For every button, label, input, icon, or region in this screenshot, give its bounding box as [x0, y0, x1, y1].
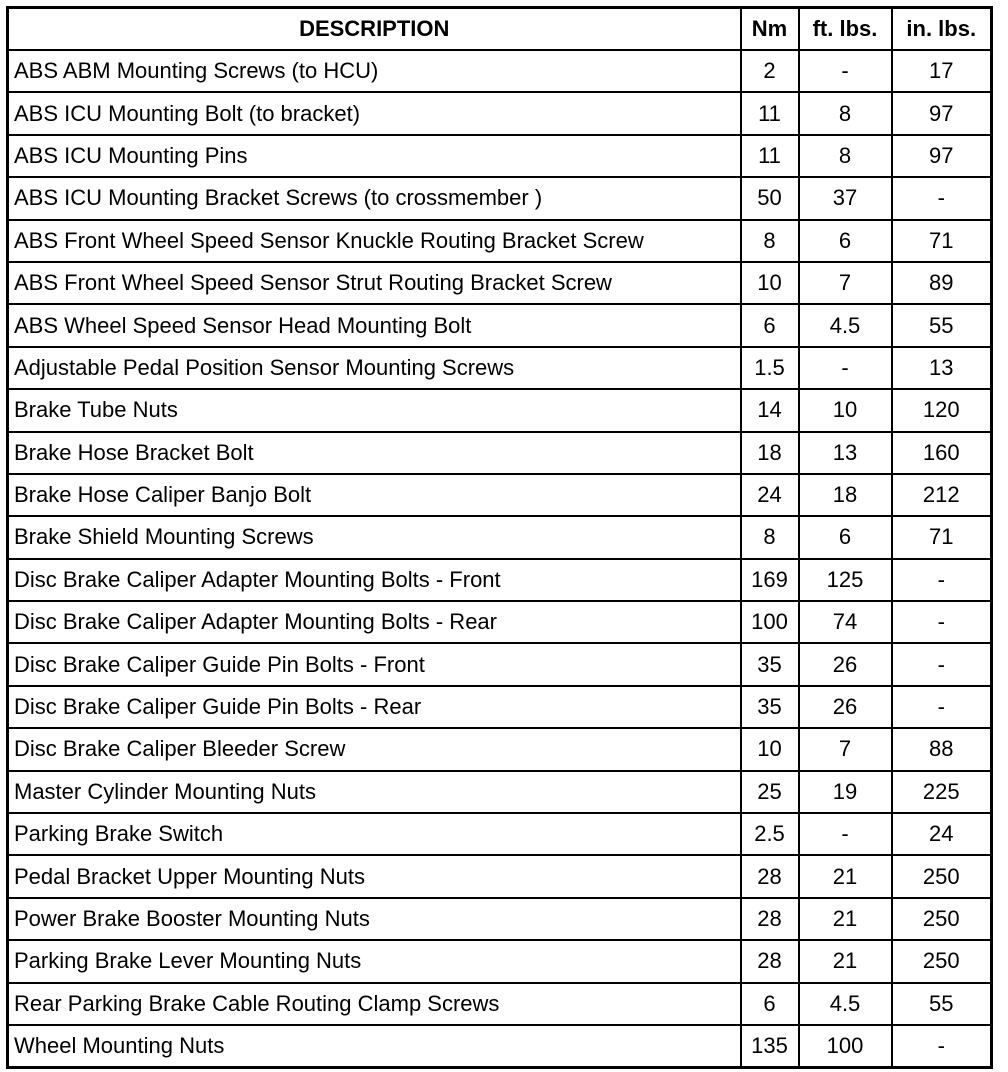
- cell-description: Master Cylinder Mounting Nuts: [8, 771, 741, 813]
- table-row: [8, 262, 992, 304]
- cell-nm: 169: [741, 559, 799, 601]
- table-row: [8, 50, 992, 92]
- cell-ft-lbs: 21: [799, 898, 892, 940]
- cell-description: Adjustable Pedal Position Sensor Mounting Screws: [8, 347, 741, 389]
- cell-ft-lbs: 125: [799, 559, 892, 601]
- cell-ft-lbs: 6: [799, 516, 892, 558]
- cell-description: Wheel Mounting Nuts: [8, 1025, 741, 1068]
- cell-description: ABS ICU Mounting Bolt (to bracket): [8, 92, 741, 134]
- cell-description: ABS Front Wheel Speed Sensor Knuckle Routing Bracket Screw: [8, 220, 741, 262]
- table-row: [8, 1025, 992, 1068]
- table-row: [8, 813, 992, 855]
- cell-in-lbs: -: [892, 601, 992, 643]
- table-row: [8, 771, 992, 813]
- cell-ft-lbs: 18: [799, 474, 892, 516]
- cell-nm: 6: [741, 304, 799, 346]
- cell-in-lbs: -: [892, 559, 992, 601]
- table-row: [8, 559, 992, 601]
- cell-description: Brake Tube Nuts: [8, 389, 741, 431]
- cell-nm: 25: [741, 771, 799, 813]
- table-row: [8, 686, 992, 728]
- cell-ft-lbs: 4.5: [799, 983, 892, 1025]
- table-row: [8, 728, 992, 770]
- cell-description: ABS Front Wheel Speed Sensor Strut Routing Bracket Screw: [8, 262, 741, 304]
- cell-ft-lbs: 26: [799, 686, 892, 728]
- cell-ft-lbs: 8: [799, 135, 892, 177]
- cell-description: Parking Brake Lever Mounting Nuts: [8, 940, 741, 982]
- cell-nm: 2: [741, 50, 799, 92]
- header-row: [8, 8, 992, 51]
- cell-ft-lbs: 13: [799, 432, 892, 474]
- table-row: [8, 474, 992, 516]
- cell-nm: 8: [741, 516, 799, 558]
- cell-in-lbs: -: [892, 1025, 992, 1068]
- cell-nm: 6: [741, 983, 799, 1025]
- cell-in-lbs: 89: [892, 262, 992, 304]
- table-row: [8, 347, 992, 389]
- cell-in-lbs: 250: [892, 940, 992, 982]
- header-nm: Nm: [741, 8, 799, 51]
- cell-description: ABS ABM Mounting Screws (to HCU): [8, 50, 741, 92]
- cell-in-lbs: 24: [892, 813, 992, 855]
- cell-in-lbs: -: [892, 177, 992, 219]
- table-row: [8, 983, 992, 1025]
- cell-description: Brake Shield Mounting Screws: [8, 516, 741, 558]
- cell-ft-lbs: 26: [799, 643, 892, 685]
- cell-nm: 28: [741, 898, 799, 940]
- cell-description: Disc Brake Caliper Bleeder Screw: [8, 728, 741, 770]
- cell-in-lbs: 17: [892, 50, 992, 92]
- cell-in-lbs: 225: [892, 771, 992, 813]
- cell-ft-lbs: 21: [799, 855, 892, 897]
- cell-ft-lbs: -: [799, 50, 892, 92]
- table-row: [8, 304, 992, 346]
- cell-in-lbs: 120: [892, 389, 992, 431]
- cell-description: Pedal Bracket Upper Mounting Nuts: [8, 855, 741, 897]
- table-row: [8, 432, 992, 474]
- cell-nm: 14: [741, 389, 799, 431]
- cell-in-lbs: -: [892, 686, 992, 728]
- cell-in-lbs: 212: [892, 474, 992, 516]
- cell-description: Disc Brake Caliper Adapter Mounting Bolts - Rear: [8, 601, 741, 643]
- cell-ft-lbs: 37: [799, 177, 892, 219]
- cell-ft-lbs: -: [799, 347, 892, 389]
- cell-nm: 10: [741, 262, 799, 304]
- table-row: [8, 389, 992, 431]
- cell-ft-lbs: 19: [799, 771, 892, 813]
- cell-nm: 11: [741, 92, 799, 134]
- cell-ft-lbs: 10: [799, 389, 892, 431]
- cell-nm: 2.5: [741, 813, 799, 855]
- table-row: [8, 92, 992, 134]
- cell-ft-lbs: 21: [799, 940, 892, 982]
- cell-in-lbs: 71: [892, 516, 992, 558]
- cell-ft-lbs: 8: [799, 92, 892, 134]
- cell-nm: 35: [741, 686, 799, 728]
- cell-description: Rear Parking Brake Cable Routing Clamp Screws: [8, 983, 741, 1025]
- table-row: [8, 220, 992, 262]
- cell-nm: 10: [741, 728, 799, 770]
- cell-description: Disc Brake Caliper Guide Pin Bolts - Rear: [8, 686, 741, 728]
- table-row: [8, 601, 992, 643]
- cell-description: Disc Brake Caliper Guide Pin Bolts - Front: [8, 643, 741, 685]
- cell-description: Power Brake Booster Mounting Nuts: [8, 898, 741, 940]
- cell-in-lbs: 97: [892, 135, 992, 177]
- cell-description: Brake Hose Bracket Bolt: [8, 432, 741, 474]
- cell-ft-lbs: 100: [799, 1025, 892, 1068]
- cell-description: Parking Brake Switch: [8, 813, 741, 855]
- cell-in-lbs: 71: [892, 220, 992, 262]
- cell-description: ABS Wheel Speed Sensor Head Mounting Bolt: [8, 304, 741, 346]
- cell-in-lbs: 250: [892, 855, 992, 897]
- cell-in-lbs: 55: [892, 983, 992, 1025]
- cell-nm: 18: [741, 432, 799, 474]
- table-row: [8, 898, 992, 940]
- cell-ft-lbs: 6: [799, 220, 892, 262]
- cell-nm: 24: [741, 474, 799, 516]
- header-ft-lbs: ft. lbs.: [799, 8, 892, 51]
- cell-ft-lbs: 74: [799, 601, 892, 643]
- table-row: [8, 643, 992, 685]
- cell-in-lbs: -: [892, 643, 992, 685]
- cell-description: ABS ICU Mounting Pins: [8, 135, 741, 177]
- table-row: [8, 516, 992, 558]
- cell-description: ABS ICU Mounting Bracket Screws (to crossmember ): [8, 177, 741, 219]
- table-row: [8, 177, 992, 219]
- torque-spec-table: [6, 6, 993, 1069]
- cell-ft-lbs: 7: [799, 728, 892, 770]
- table-row: [8, 135, 992, 177]
- cell-in-lbs: 88: [892, 728, 992, 770]
- cell-ft-lbs: 7: [799, 262, 892, 304]
- cell-nm: 8: [741, 220, 799, 262]
- cell-in-lbs: 250: [892, 898, 992, 940]
- cell-nm: 28: [741, 855, 799, 897]
- cell-nm: 11: [741, 135, 799, 177]
- table-row: [8, 940, 992, 982]
- cell-nm: 28: [741, 940, 799, 982]
- cell-in-lbs: 55: [892, 304, 992, 346]
- cell-description: Disc Brake Caliper Adapter Mounting Bolts - Front: [8, 559, 741, 601]
- cell-in-lbs: 13: [892, 347, 992, 389]
- cell-nm: 135: [741, 1025, 799, 1068]
- cell-nm: 50: [741, 177, 799, 219]
- cell-nm: 1.5: [741, 347, 799, 389]
- cell-in-lbs: 160: [892, 432, 992, 474]
- cell-in-lbs: 97: [892, 92, 992, 134]
- cell-ft-lbs: 4.5: [799, 304, 892, 346]
- cell-nm: 35: [741, 643, 799, 685]
- table-body: [8, 50, 992, 1068]
- header-description: DESCRIPTION: [8, 8, 741, 51]
- table-row: [8, 855, 992, 897]
- header-in-lbs: in. lbs.: [892, 8, 992, 51]
- cell-description: Brake Hose Caliper Banjo Bolt: [8, 474, 741, 516]
- cell-ft-lbs: -: [799, 813, 892, 855]
- cell-nm: 100: [741, 601, 799, 643]
